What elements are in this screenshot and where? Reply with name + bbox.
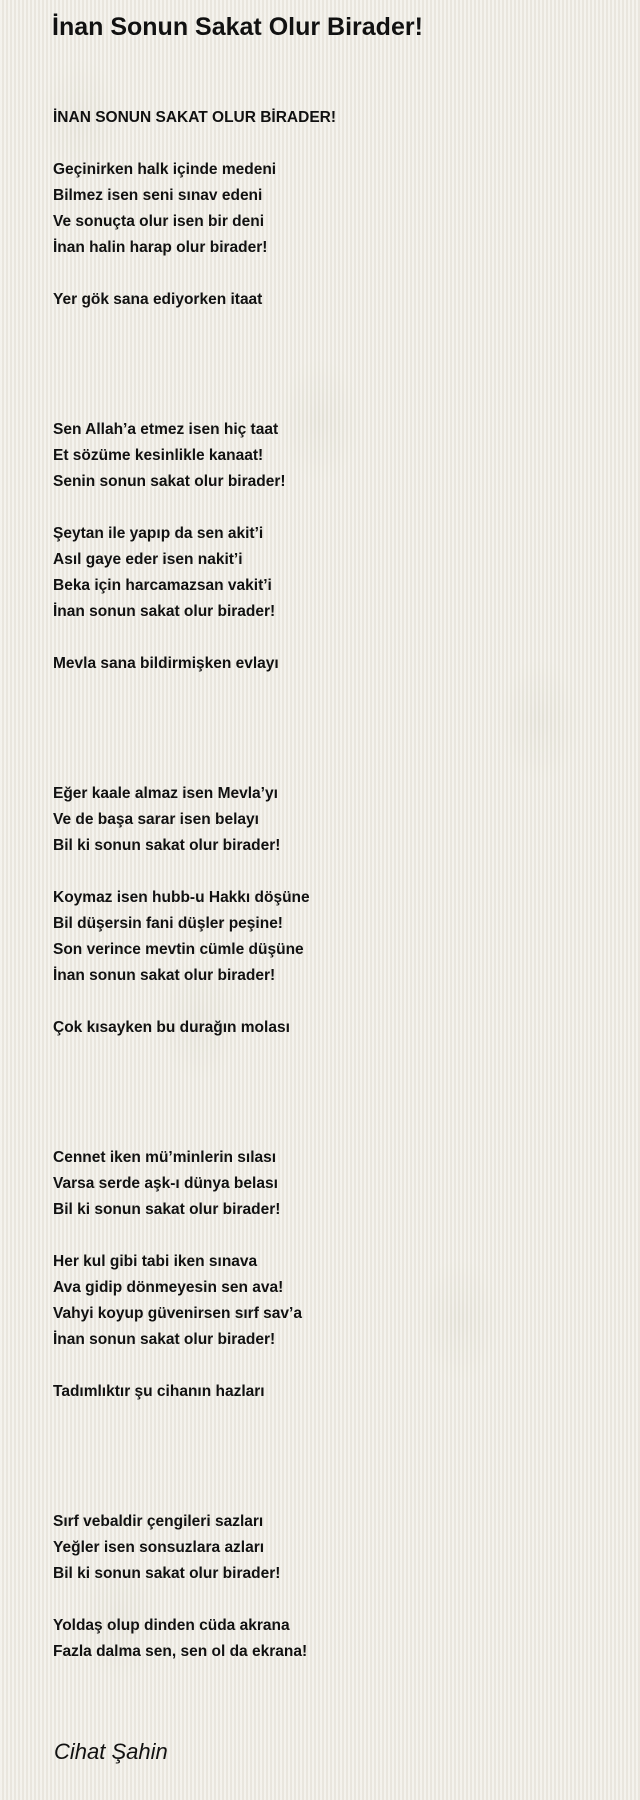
poem-body xyxy=(53,105,613,1665)
stanza xyxy=(53,1509,613,1587)
poem-line: Fazla dalma sen, sen ol da ekrana! xyxy=(53,1643,308,1660)
poem-line: Sırf vebaldir çengileri sazları xyxy=(53,1513,264,1530)
poem-line: Eğer kaale almaz isen Mevla’yı xyxy=(53,785,278,802)
poem-line: Koymaz isen hubb-u Hakkı döşüne xyxy=(53,889,310,906)
poem-line: Bil ki sonun sakat olur birader! xyxy=(53,1201,281,1218)
stanza xyxy=(53,651,613,677)
poem-line: İnan sonun sakat olur birader! xyxy=(53,1331,276,1348)
poem-line: Şeytan ile yapıp da sen akit’i xyxy=(53,525,264,542)
stanza xyxy=(53,287,613,313)
poem-line: Vahyi koyup güvenirsen sırf sav’a xyxy=(53,1305,302,1322)
stanza xyxy=(53,1249,613,1353)
poem-line: Beka için harcamazsan vakit’i xyxy=(53,577,272,594)
poem-line: İnan sonun sakat olur birader! xyxy=(53,603,276,620)
stanza xyxy=(53,885,613,989)
poem-line: Ava gidip dönmeyesin sen ava! xyxy=(53,1279,284,1296)
poem-heading: İNAN SONUN SAKAT OLUR BİRADER! xyxy=(53,109,337,126)
poem-line: Sen Allah’a etmez isen hiç taat xyxy=(53,421,279,438)
poem-line: Yoldaş olup dinden cüda akrana xyxy=(53,1617,290,1634)
poem-line: Bil ki sonun sakat olur birader! xyxy=(53,1565,281,1582)
poem-line: Bil ki sonun sakat olur birader! xyxy=(53,837,281,854)
stanza xyxy=(53,1613,613,1665)
poem-line: Ve sonuçta olur isen bir deni xyxy=(53,213,265,230)
stanza xyxy=(53,157,613,261)
poem-line: Mevla sana bildirmişken evlayı xyxy=(53,655,279,672)
poem-line: Asıl gaye eder isen nakit’i xyxy=(53,551,243,568)
stanza xyxy=(53,417,613,495)
poem-line: Senin sonun sakat olur birader! xyxy=(53,473,286,490)
stanza xyxy=(53,1145,613,1223)
poem-line: Her kul gibi tabi iken sınava xyxy=(53,1253,258,1270)
poem-line: Yeğler isen sonsuzlara azları xyxy=(53,1539,265,1556)
poem-line: İnan sonun sakat olur birader! xyxy=(53,967,276,984)
stanza xyxy=(53,1379,613,1405)
poem-line: Bilmez isen seni sınav edeni xyxy=(53,187,263,204)
poem-line: İnan halin harap olur birader! xyxy=(53,239,268,256)
stanza xyxy=(53,781,613,859)
poem-line: Bil düşersin fani düşler peşine! xyxy=(53,915,283,932)
poem-line: Tadımlıktır şu cihanın hazları xyxy=(53,1383,265,1400)
poem-line: Varsa serde aşk-ı dünya belası xyxy=(53,1175,278,1192)
page-title: İnan Sonun Sakat Olur Birader! xyxy=(52,13,423,41)
stanza xyxy=(53,1015,613,1041)
stanza xyxy=(53,521,613,625)
poem-line: Son verince mevtin cümle düşüne xyxy=(53,941,304,958)
author-signature: Cihat Şahin xyxy=(54,1739,168,1764)
poem-line: Yer gök sana ediyorken itaat xyxy=(53,291,263,308)
poem-line: Et sözüme kesinlikle kanaat! xyxy=(53,447,264,464)
poem-line: Cennet iken mü’minlerin sılası xyxy=(53,1149,277,1166)
poem-line: Ve de başa sarar isen belayı xyxy=(53,811,259,828)
poem-line: Geçinirken halk içinde medeni xyxy=(53,161,277,178)
poem-line: Çok kısayken bu durağın molası xyxy=(53,1019,290,1036)
